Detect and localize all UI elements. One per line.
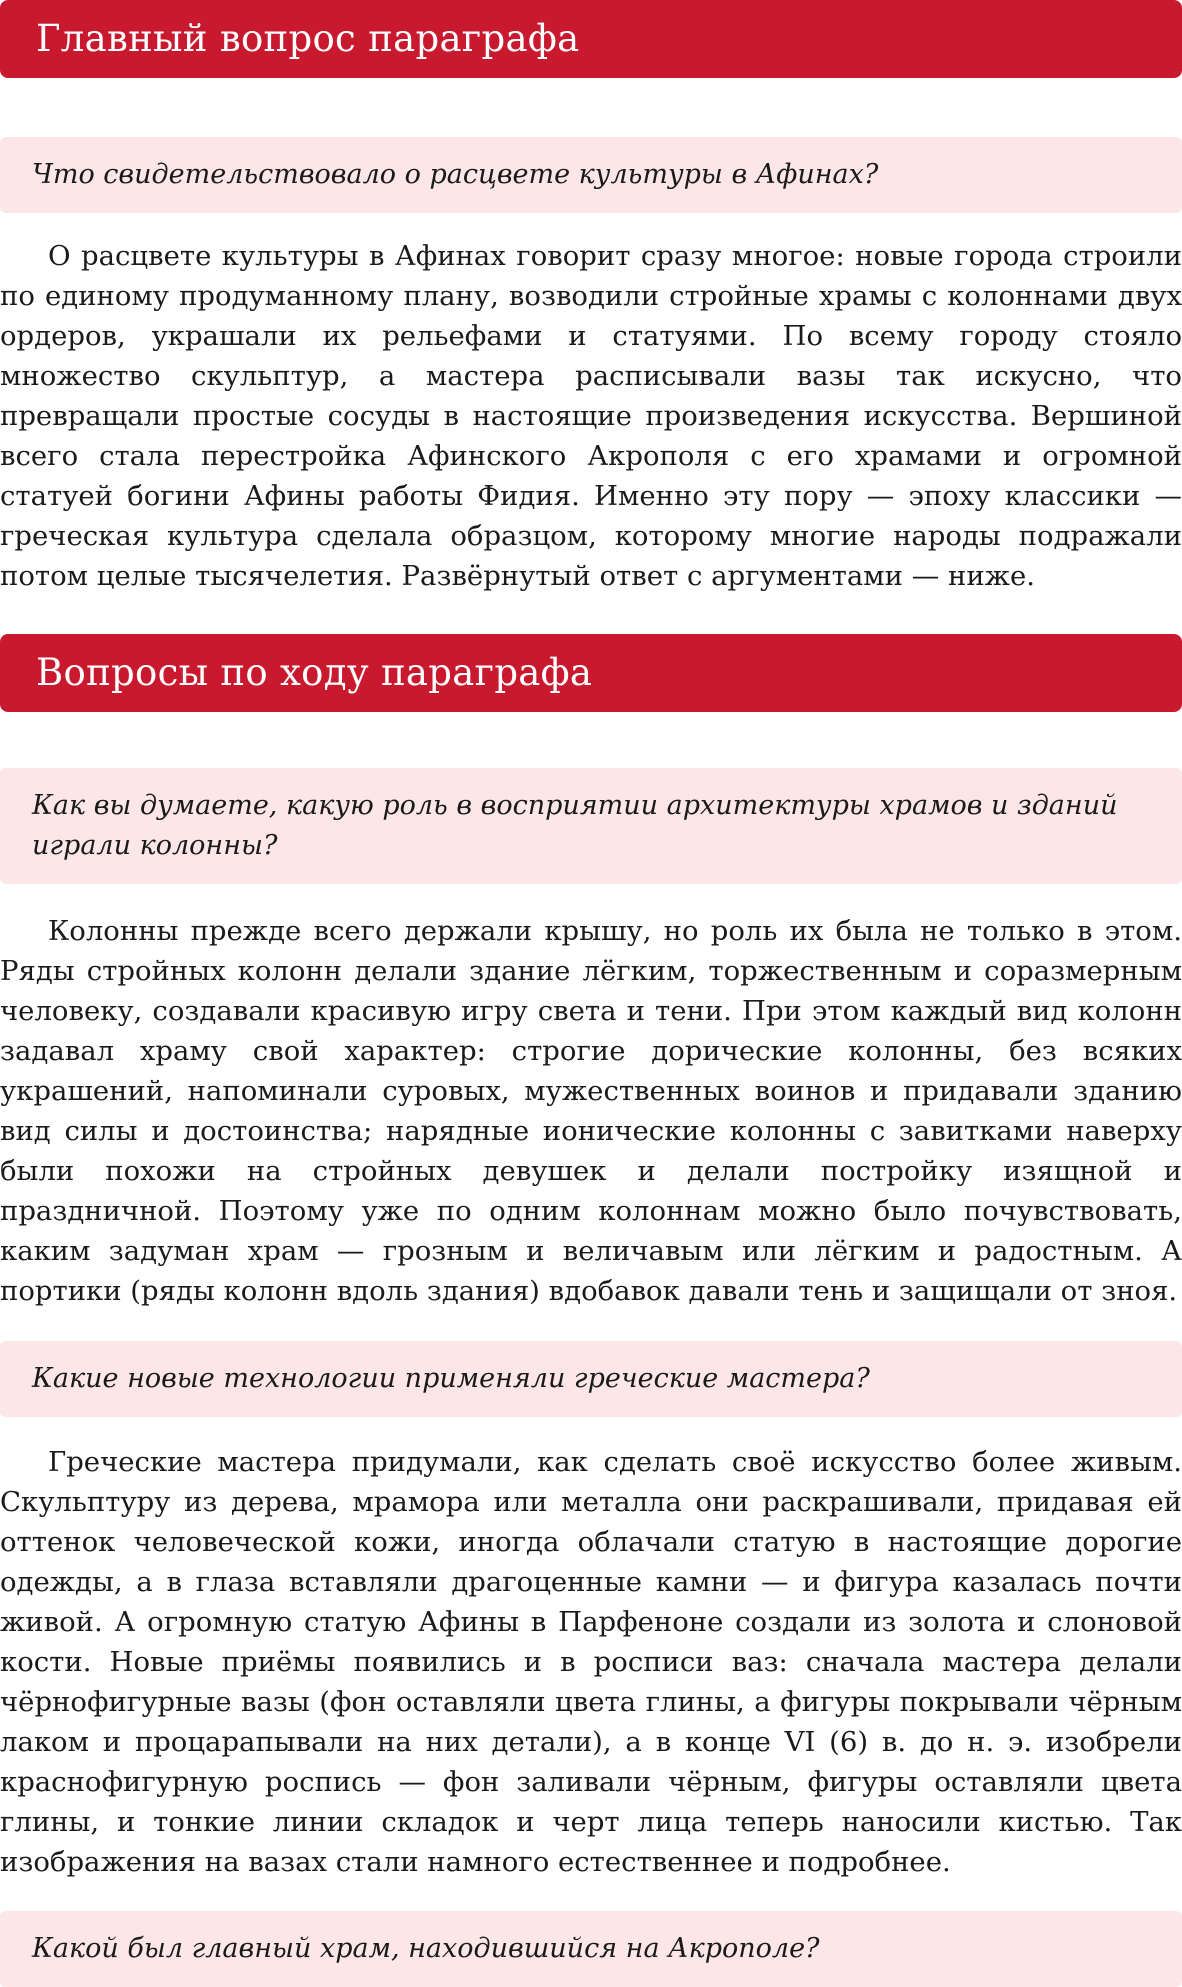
answer-paragraph: Колонны прежде всего держали крышу, но роль их была не только в этом. Ряды стройных колонн делали здание лёгким, торжественным и соразмерным человеку, создавали красивую игру света и тени. При этом каждый вид колонн задавал храму свой характер: строгие дорические колонны, без всяких украшений, напоминали суровых, мужественных воинов и придавали зданию вид силы и достоинства; нарядные ионические колонны с завитками наверху были похожи на стройных девушек и делали постройку изящной и праздничной. Поэтому уже по одним колоннам можно было почувствовать, каким задуман храм — грозным и величавым или лёгким и радостным. А портики (ряды колонн вдоль здания) вдобавок давали тень и защищали от зноя. xyxy=(0,915,1182,1307)
question-box: Что свидетельствовало о расцвете культуры в Афинах? xyxy=(0,137,1182,213)
answer-paragraph: О расцвете культуры в Афинах говорит сразу многое: новые города строили по единому продуманному плану, возводили стройные храмы с колоннами двух ордеров, украшали их рельефами и статуями. По всему городу стояло множество скульптур, а мастера расписывали вазы так искусно, что превращали простые сосуды в настоящие произведения искусства. Вершиной всего стала перестройка Афинского Акрополя с его храмами и огромной статуей богини Афины работы Фидия. Именно эту пору — эпоху классики — греческая культура сделала образцом, которому многие народы подражали потом целые тысячелетия. Развёрнутый ответ с аргументами — ниже. xyxy=(0,240,1182,592)
question-box: Как вы думаете, какую роль в восприятии архитектуры храмов и зданий играли колонны? xyxy=(0,768,1182,884)
question-box: Какой был главный храм, находившийся на Акрополе? xyxy=(0,1911,1182,1987)
section-header-main-question: Главный вопрос параграфа xyxy=(0,0,1182,78)
section-header-paragraph-questions: Вопросы по ходу параграфа xyxy=(0,634,1182,712)
answer-paragraph: Греческие мастера придумали, как сделать своё искусство более живым. Скульптуру из дерева, мрамора или металла они раскрашивали, придавая ей оттенок человеческой кожи, иногда облачали статую в настоящие дорогие одежды, а в глаза вставляли драгоценные камни — и фигура казалась почти живой. А огромную статую Афины в Парфеноне создали из золота и слоновой кости. Новые приёмы появились и в росписи ваз: сначала мастера делали чёрнофигурные вазы (фон оставляли цвета глины, а фигуры покрывали чёрным лаком и процарапывали на них детали), а в конце VI (6) в. до н. э. изобрели краснофигурную роспись — фон заливали чёрным, фигуры оставляли цвета глины, и тонкие линии складок и черт лица теперь наносили кистью. Так изображения на вазах стали намного естественнее и подробнее. xyxy=(0,1446,1182,1878)
question-box: Какие новые технологии применяли греческие мастера? xyxy=(0,1341,1182,1417)
